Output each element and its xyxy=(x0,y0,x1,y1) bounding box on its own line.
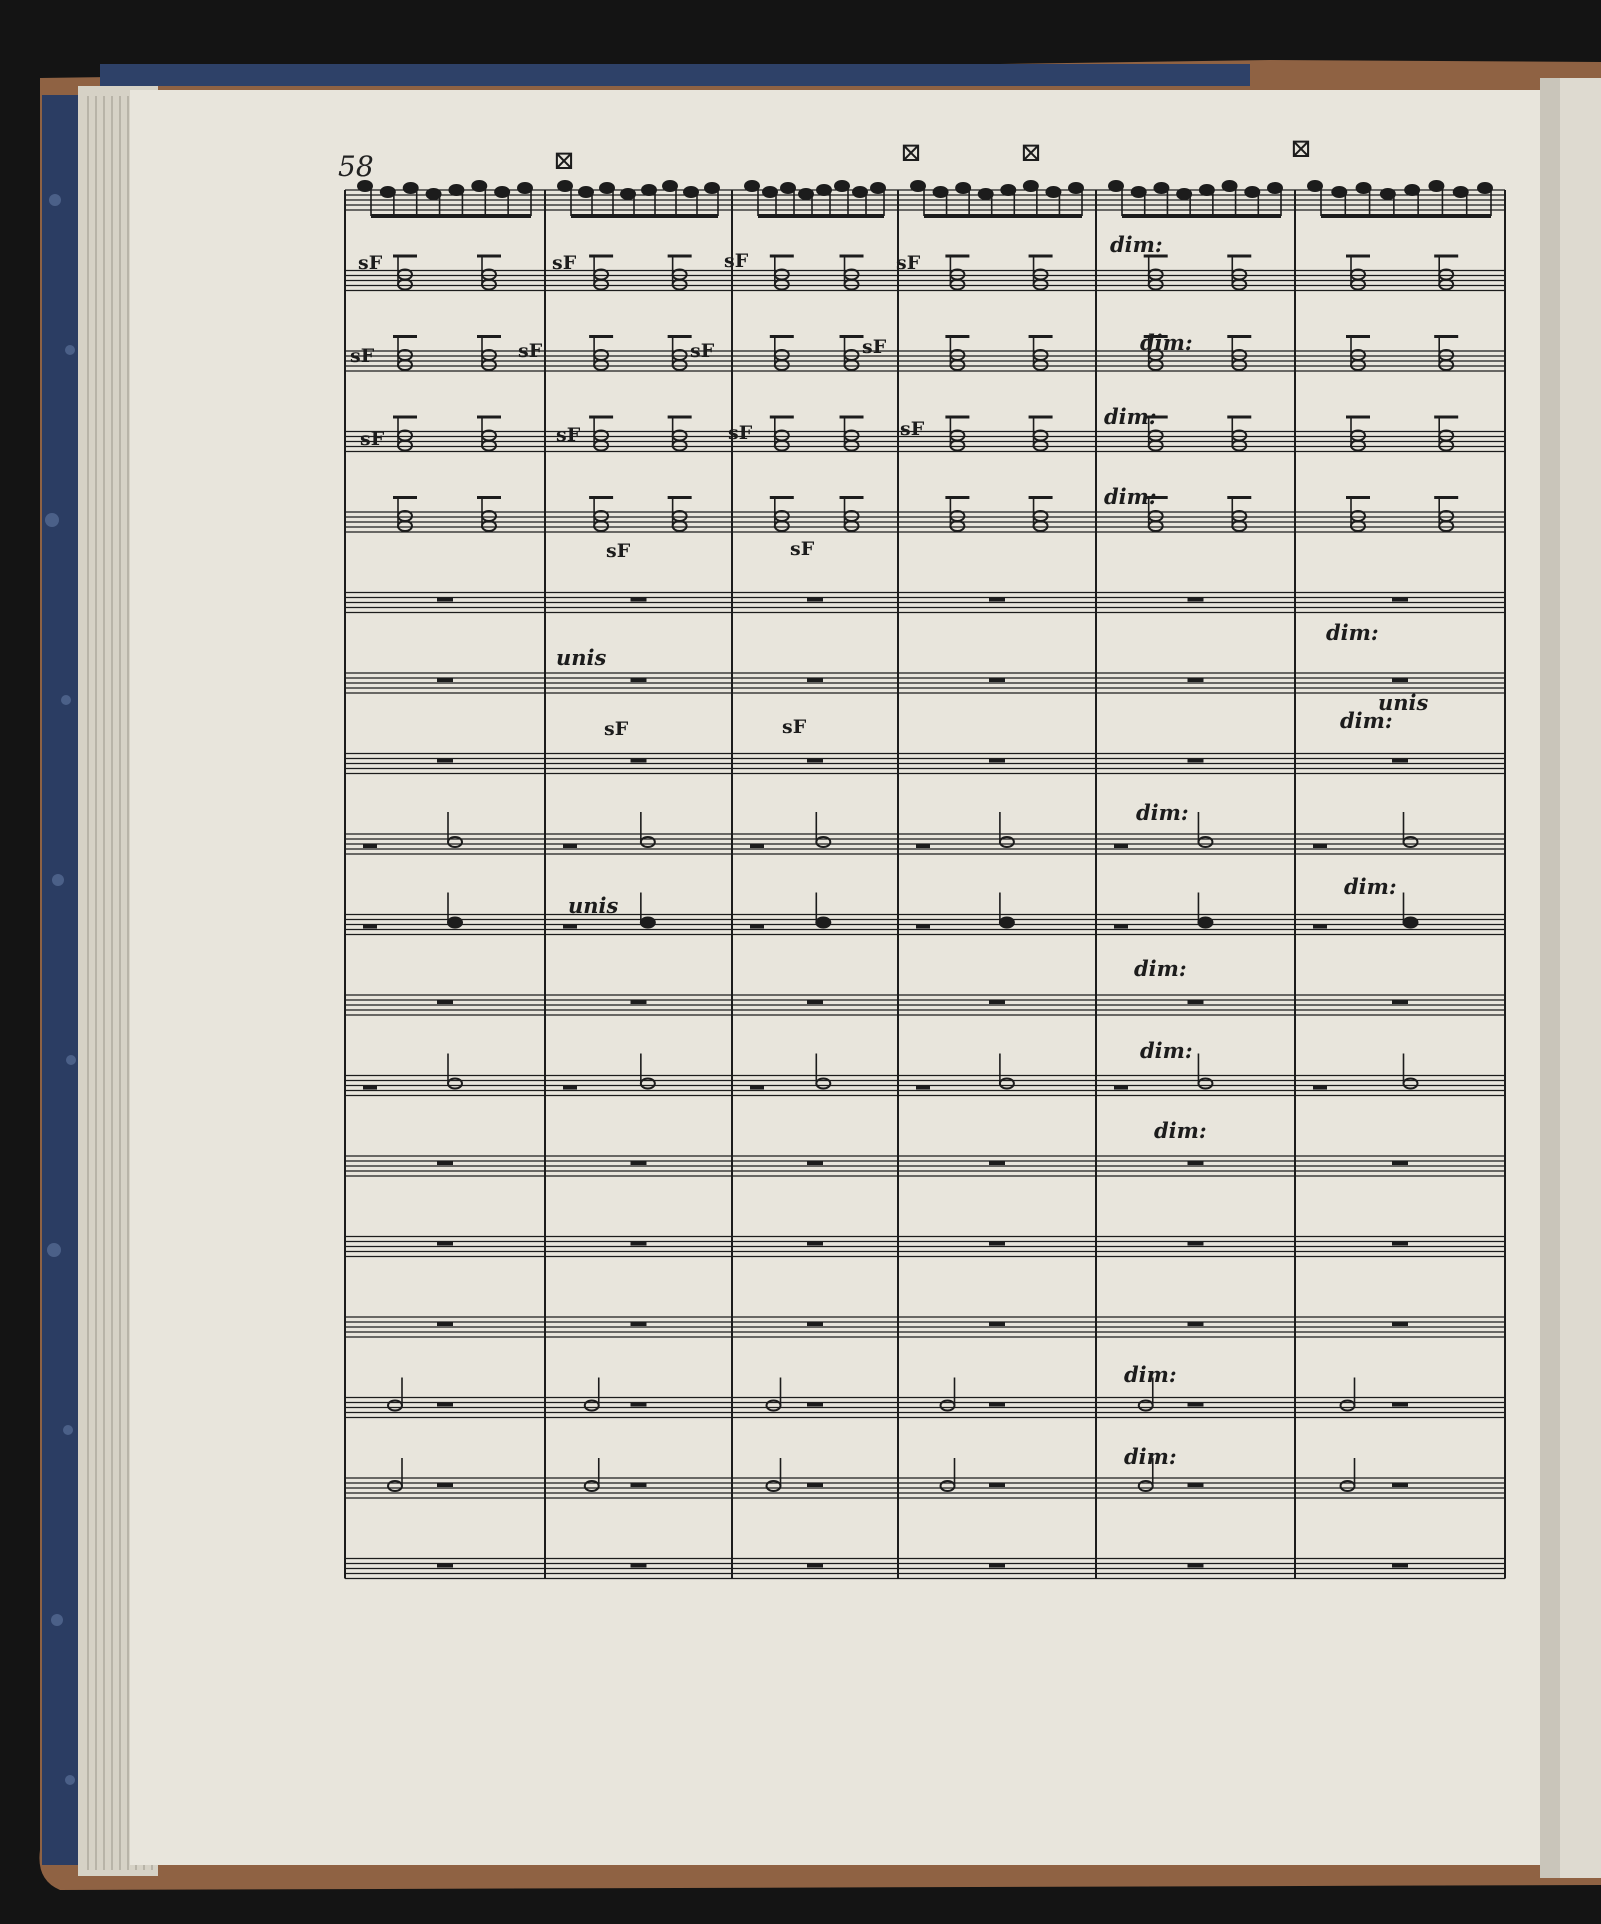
dynamic-sf: sF xyxy=(606,540,631,562)
notehead xyxy=(1200,185,1214,195)
notehead xyxy=(781,183,795,193)
ledger-line xyxy=(1434,255,1458,258)
notehead xyxy=(404,183,418,193)
ledger-line xyxy=(393,255,417,258)
ledger-line xyxy=(945,496,969,499)
ledger-line xyxy=(477,496,501,499)
ledger-line xyxy=(945,255,969,258)
whole-rest xyxy=(807,1483,823,1487)
notehead xyxy=(1405,185,1419,195)
dynamic-sf: sF xyxy=(790,538,815,560)
rest xyxy=(363,1086,377,1090)
annotation-dim: dim: xyxy=(1124,1362,1177,1387)
notehead xyxy=(1308,181,1322,191)
notehead xyxy=(956,183,970,193)
dynamic-sf: sF xyxy=(518,340,543,362)
annotation-dim: dim: xyxy=(1340,708,1393,733)
ledger-line xyxy=(668,335,692,338)
whole-rest xyxy=(989,1322,1005,1326)
whole-rest xyxy=(1392,598,1408,602)
notehead xyxy=(621,189,635,199)
ledger-line xyxy=(1346,255,1370,258)
rest xyxy=(363,844,377,848)
ledger-line xyxy=(477,335,501,338)
whole-rest xyxy=(1188,1000,1204,1004)
ledger-line xyxy=(589,496,613,499)
dynamic-sf: sF xyxy=(724,250,749,272)
whole-rest xyxy=(807,1403,823,1407)
ledger-line xyxy=(477,255,501,258)
notehead xyxy=(1024,181,1038,191)
notehead xyxy=(763,187,777,197)
notehead xyxy=(817,185,831,195)
notehead xyxy=(1001,185,1015,195)
whole-rest xyxy=(989,598,1005,602)
whole-rest xyxy=(437,1000,453,1004)
whole-rest xyxy=(631,1403,647,1407)
dynamic-sf: sF xyxy=(556,424,581,446)
annotation-dim: dim: xyxy=(1104,404,1157,429)
whole-rest xyxy=(989,1564,1005,1568)
notehead xyxy=(1198,918,1212,928)
annotation-dim: dim: xyxy=(1140,1038,1193,1063)
ledger-line xyxy=(1227,335,1251,338)
whole-rest xyxy=(631,678,647,682)
dynamic-sf: sF xyxy=(360,428,385,450)
notehead xyxy=(1109,181,1123,191)
ledger-line xyxy=(1434,416,1458,419)
rest xyxy=(1313,1086,1327,1090)
rehearsal-marker: ⊠ xyxy=(1020,138,1042,168)
ledger-line xyxy=(840,496,864,499)
notehead xyxy=(799,189,813,199)
ledger-line xyxy=(668,496,692,499)
ledger-line xyxy=(477,416,501,419)
ledger-line xyxy=(1346,496,1370,499)
ledger-line xyxy=(1029,255,1053,258)
notehead xyxy=(1404,918,1418,928)
annotation-dim: dim: xyxy=(1140,330,1193,355)
notehead xyxy=(427,189,441,199)
dynamic-sf: sF xyxy=(862,336,887,358)
ledger-line xyxy=(393,496,417,499)
whole-rest xyxy=(1392,1403,1408,1407)
notehead xyxy=(663,181,677,191)
whole-rest xyxy=(1392,678,1408,682)
notehead xyxy=(1245,187,1259,197)
dynamic-sf: sF xyxy=(552,252,577,274)
ledger-line xyxy=(945,416,969,419)
rehearsal-marker: ⊠ xyxy=(900,138,922,168)
whole-rest xyxy=(989,1403,1005,1407)
notehead xyxy=(1332,187,1346,197)
notehead xyxy=(1478,183,1492,193)
notehead xyxy=(1000,918,1014,928)
rest xyxy=(750,925,764,929)
whole-rest xyxy=(437,1322,453,1326)
ledger-line xyxy=(668,416,692,419)
whole-rest xyxy=(1392,1564,1408,1568)
ledger-line xyxy=(393,335,417,338)
whole-rest xyxy=(807,1161,823,1165)
notehead xyxy=(853,187,867,197)
whole-rest xyxy=(631,1483,647,1487)
ledger-line xyxy=(840,416,864,419)
whole-rest xyxy=(807,1322,823,1326)
notehead xyxy=(705,183,719,193)
notehead xyxy=(1069,183,1083,193)
whole-rest xyxy=(437,1483,453,1487)
annotation-dim: dim: xyxy=(1124,1444,1177,1469)
ledger-line xyxy=(589,416,613,419)
annotation-unis: unis xyxy=(556,645,607,670)
dynamic-sf: sF xyxy=(900,418,925,440)
whole-rest xyxy=(1188,1403,1204,1407)
notehead xyxy=(1046,187,1060,197)
rest xyxy=(563,844,577,848)
ledger-line xyxy=(1434,496,1458,499)
whole-rest xyxy=(437,1403,453,1407)
annotation-dim: dim: xyxy=(1110,232,1163,257)
ledger-line xyxy=(1227,416,1251,419)
ledger-line xyxy=(1346,335,1370,338)
annotation-dim: dim: xyxy=(1104,484,1157,509)
rest xyxy=(563,925,577,929)
whole-rest xyxy=(1392,1161,1408,1165)
whole-rest xyxy=(989,678,1005,682)
rest xyxy=(750,1086,764,1090)
notehead xyxy=(1429,181,1443,191)
whole-rest xyxy=(1188,1483,1204,1487)
whole-rest xyxy=(631,759,647,763)
whole-rest xyxy=(631,1000,647,1004)
annotation-dim: dim: xyxy=(1136,800,1189,825)
rest xyxy=(1114,925,1128,929)
ledger-line xyxy=(840,255,864,258)
notehead xyxy=(449,185,463,195)
page-number: 58 xyxy=(338,150,374,183)
notehead xyxy=(600,183,614,193)
notehead xyxy=(448,918,462,928)
rest xyxy=(750,844,764,848)
whole-rest xyxy=(1188,759,1204,763)
whole-rest xyxy=(989,1000,1005,1004)
dynamic-sf: sF xyxy=(896,252,921,274)
whole-rest xyxy=(807,678,823,682)
whole-rest xyxy=(631,1242,647,1246)
whole-rest xyxy=(437,678,453,682)
whole-rest xyxy=(437,759,453,763)
whole-rest xyxy=(1392,759,1408,763)
whole-rest xyxy=(631,1564,647,1568)
ledger-line xyxy=(1227,496,1251,499)
rest xyxy=(916,844,930,848)
annotation-dim: dim: xyxy=(1154,1118,1207,1143)
whole-rest xyxy=(1392,1322,1408,1326)
notehead xyxy=(642,185,656,195)
notehead xyxy=(518,183,532,193)
ledger-line xyxy=(589,335,613,338)
annotation-dim: dim: xyxy=(1134,956,1187,981)
whole-rest xyxy=(437,1161,453,1165)
whole-rest xyxy=(807,598,823,602)
whole-rest xyxy=(989,759,1005,763)
whole-rest xyxy=(1188,678,1204,682)
notehead xyxy=(934,187,948,197)
rest xyxy=(563,1086,577,1090)
ledger-line xyxy=(770,416,794,419)
notehead xyxy=(1381,189,1395,199)
ledger-line xyxy=(1227,255,1251,258)
whole-rest xyxy=(807,1000,823,1004)
notehead xyxy=(1223,181,1237,191)
ledger-line xyxy=(945,335,969,338)
rest xyxy=(1114,844,1128,848)
rest xyxy=(363,925,377,929)
ledger-line xyxy=(1434,335,1458,338)
whole-rest xyxy=(631,598,647,602)
notehead xyxy=(472,181,486,191)
whole-rest xyxy=(1188,598,1204,602)
annotation-unis: unis xyxy=(568,893,619,918)
rest xyxy=(916,925,930,929)
notehead xyxy=(835,181,849,191)
dynamic-sf: sF xyxy=(728,422,753,444)
notehead xyxy=(684,187,698,197)
whole-rest xyxy=(1392,1483,1408,1487)
notehead xyxy=(979,189,993,199)
whole-rest xyxy=(807,759,823,763)
whole-rest xyxy=(1188,1242,1204,1246)
notehead xyxy=(381,187,395,197)
ledger-line xyxy=(1029,416,1053,419)
whole-rest xyxy=(437,1242,453,1246)
notehead xyxy=(1132,187,1146,197)
annotation-unis: unis xyxy=(1378,690,1429,715)
notehead xyxy=(641,918,655,928)
dynamic-sf: sF xyxy=(690,340,715,362)
dynamic-sf: sF xyxy=(350,345,375,367)
whole-rest xyxy=(631,1322,647,1326)
ledger-line xyxy=(770,496,794,499)
whole-rest xyxy=(1188,1322,1204,1326)
whole-rest xyxy=(1188,1564,1204,1568)
dynamic-sf: sF xyxy=(358,252,383,274)
ledger-line xyxy=(1029,496,1053,499)
rest xyxy=(1313,925,1327,929)
annotation-dim: dim: xyxy=(1326,620,1379,645)
ledger-line xyxy=(589,255,613,258)
annotation-dim: dim: xyxy=(1344,874,1397,899)
notehead xyxy=(816,918,830,928)
rest xyxy=(1114,1086,1128,1090)
notehead xyxy=(579,187,593,197)
notehead xyxy=(1177,189,1191,199)
whole-rest xyxy=(989,1161,1005,1165)
notehead xyxy=(1268,183,1282,193)
rehearsal-marker: ⊠ xyxy=(553,146,575,176)
ledger-line xyxy=(1029,335,1053,338)
whole-rest xyxy=(631,1161,647,1165)
dynamic-sf: sF xyxy=(604,718,629,740)
notehead xyxy=(495,187,509,197)
rest xyxy=(1313,844,1327,848)
ledger-line xyxy=(668,255,692,258)
whole-rest xyxy=(1392,1000,1408,1004)
whole-rest xyxy=(437,598,453,602)
whole-rest xyxy=(989,1483,1005,1487)
notehead xyxy=(911,181,925,191)
whole-rest xyxy=(807,1242,823,1246)
rest xyxy=(916,1086,930,1090)
notehead xyxy=(1454,187,1468,197)
whole-rest xyxy=(1392,1242,1408,1246)
notehead xyxy=(745,181,759,191)
ledger-line xyxy=(770,255,794,258)
notehead xyxy=(1357,183,1371,193)
notehead xyxy=(871,183,885,193)
ledger-line xyxy=(840,335,864,338)
dynamic-sf: sF xyxy=(782,716,807,738)
whole-rest xyxy=(437,1564,453,1568)
whole-rest xyxy=(989,1242,1005,1246)
whole-rest xyxy=(807,1564,823,1568)
notehead xyxy=(1154,183,1168,193)
rehearsal-marker: ⊠ xyxy=(1290,134,1312,164)
ledger-line xyxy=(393,416,417,419)
whole-rest xyxy=(1188,1161,1204,1165)
ledger-line xyxy=(770,335,794,338)
notehead xyxy=(558,181,572,191)
ledger-line xyxy=(1346,416,1370,419)
